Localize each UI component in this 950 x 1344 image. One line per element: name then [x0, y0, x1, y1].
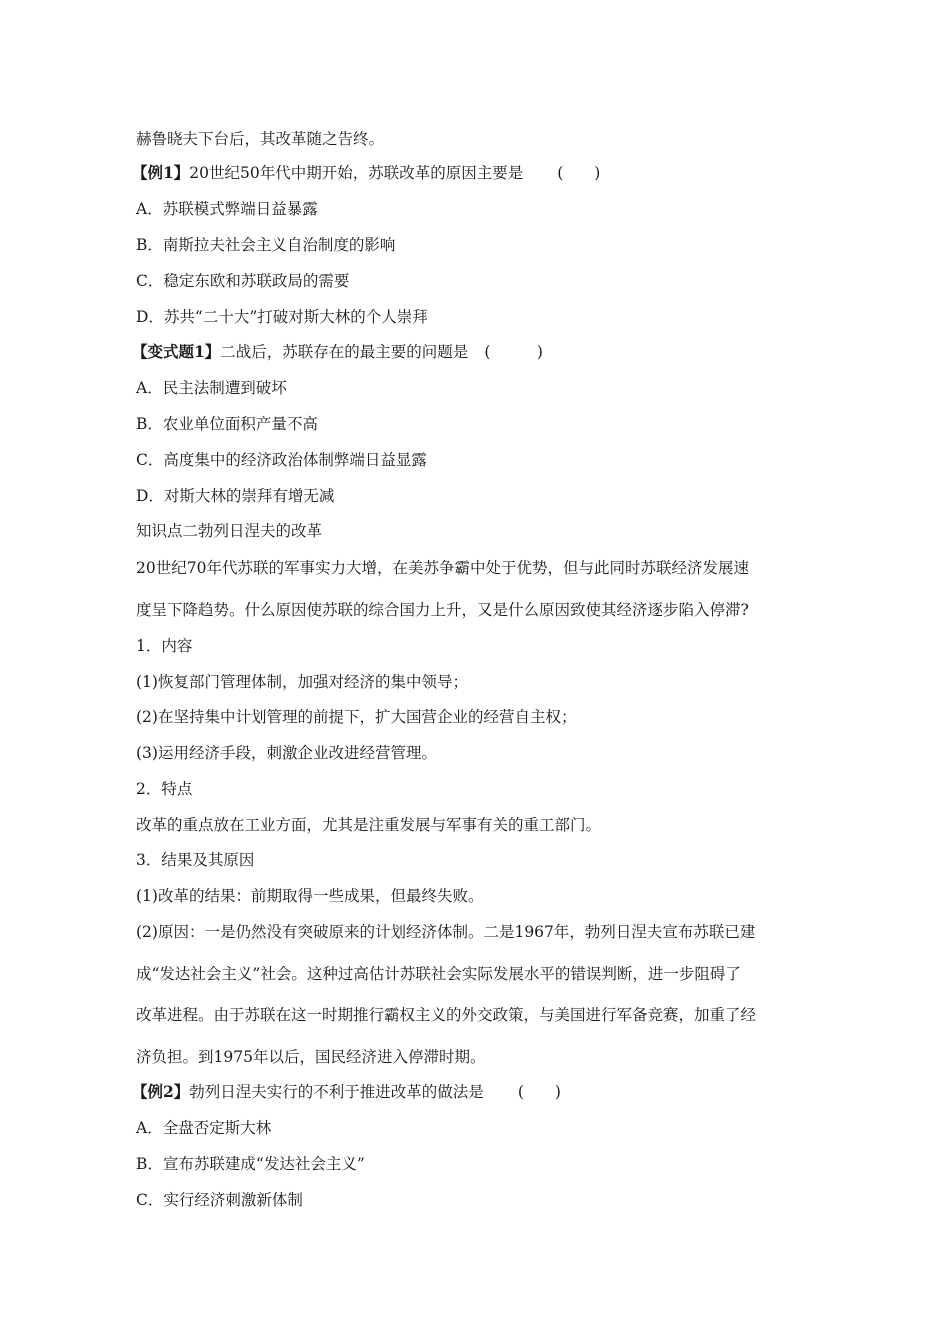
example1-option-a: A．苏联模式弊端日益暴露	[136, 200, 318, 218]
variant1-question	[132, 342, 543, 362]
content-heading: 1．内容	[136, 637, 193, 655]
results-heading: 3．结果及其原因	[136, 851, 255, 869]
example2-option-a: A．全盘否定斯大林	[136, 1119, 272, 1137]
example2-tag: 【例2】	[132, 1082, 190, 1101]
variant1-text: 二战后，苏联存在的最主要的问题是	[220, 343, 469, 361]
section2-intro-line-2: 度呈下降趋势。什么原因使苏联的综合国力上升，又是什么原因致使其经济逐步陷入停滞?	[136, 601, 749, 619]
variant1-option-b: B．农业单位面积产量不高	[136, 415, 318, 433]
results-item-2-line-2: 成“发达社会主义”社会。这种过高估计苏联社会实际发展水平的错误判断，进一步阻碍了	[136, 965, 741, 983]
section2-title: 知识点二勃列日涅夫的改革	[136, 522, 323, 540]
example1-option-b: B．南斯拉夫社会主义自治制度的影响	[136, 236, 396, 254]
example2-option-c: C．实行经济刺激新体制	[136, 1191, 303, 1209]
results-item-1: (1)改革的结果：前期取得一些成果，但最终失败。	[136, 887, 484, 905]
example2-option-b: B．宣布苏联建成“发达社会主义”	[136, 1155, 365, 1173]
results-item-2-line-3: 改革进程。由于苏联在这一时期推行霸权主义的外交政策，与美国进行军备竞赛，加重了经	[136, 1006, 757, 1024]
example2-text: 勃列日涅夫实行的不利于推进改革的做法是	[189, 1083, 484, 1101]
example2-question	[132, 1082, 561, 1102]
results-item-2-line-4: 济负担。到1975年以后，国民经济进入停滞时期。	[136, 1048, 486, 1066]
example1-answer-blank: ( )	[557, 164, 601, 182]
variant1-option-a: A．民主法制遭到破坏	[136, 379, 287, 397]
variant1-option-d: D．对斯大林的崇拜有增无减	[136, 487, 335, 505]
section2-intro-line-1: 20世纪70年代苏联的军事实力大增，在美苏争霸中处于优势，但与此同时苏联经济发展速	[136, 559, 749, 577]
example1-question	[132, 163, 600, 183]
variant1-option-c: C．高度集中的经济政治体制弊端日益显露	[136, 451, 427, 469]
example1-tag: 【例1】	[132, 163, 190, 182]
example1-option-d: D．苏共“二十大”打破对斯大林的个人崇拜	[136, 308, 428, 326]
features-text: 改革的重点放在工业方面，尤其是注重发展与军事有关的重工部门。	[136, 816, 602, 834]
example2-answer-blank: ( )	[517, 1083, 561, 1101]
example1-text: 20世纪50年代中期开始，苏联改革的原因主要是	[189, 164, 524, 182]
features-heading: 2．特点	[136, 780, 193, 798]
content-item-1: (1)恢复部门管理体制，加强对经济的集中领导；	[136, 673, 468, 691]
example1-option-c: C．稳定东欧和苏联政局的需要	[136, 272, 350, 290]
content-item-3: (3)运用经济手段，刺激企业改进经营管理。	[136, 744, 437, 762]
content-item-2: (2)在坚持集中计划管理的前提下，扩大国营企业的经营自主权；	[136, 708, 577, 726]
variant1-answer-blank: ( )	[484, 343, 543, 361]
variant1-tag: 【变式题1】	[132, 342, 221, 361]
results-item-2-line-1: (2)原因：一是仍然没有突破原来的计划经济体制。二是1967年，勃列日涅夫宣布苏联已建	[136, 923, 756, 941]
intro-line: 赫鲁晓夫下台后，其改革随之告终。	[136, 130, 385, 148]
